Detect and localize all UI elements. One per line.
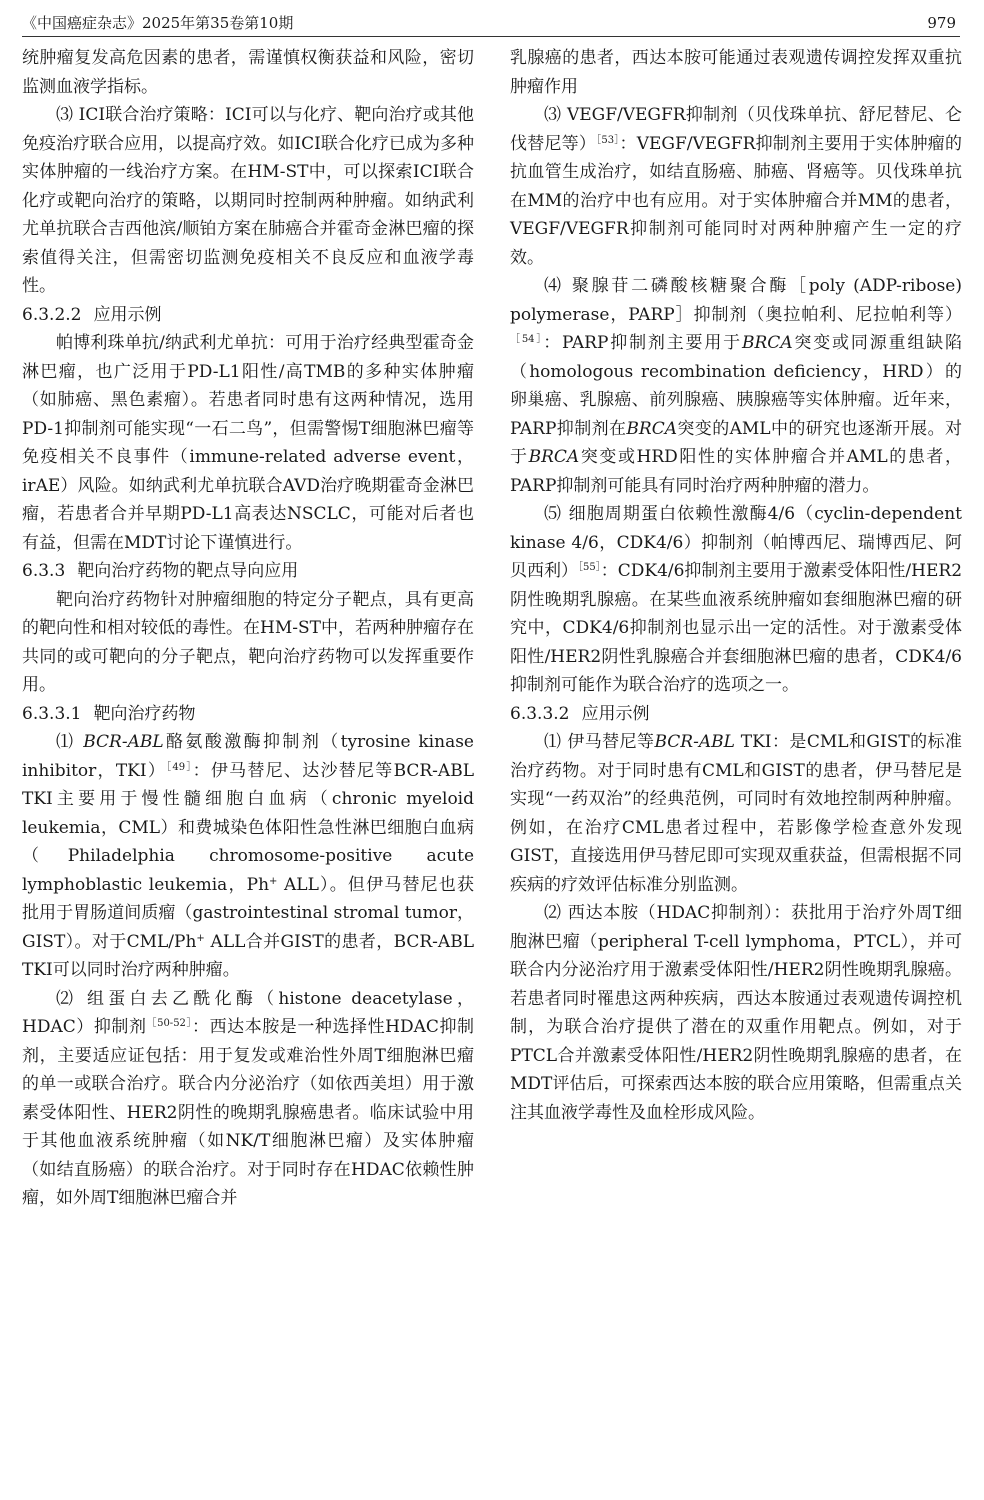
section-heading [510, 700, 962, 729]
paragraph [510, 272, 962, 500]
right-column [510, 44, 962, 1127]
section-title: 靶向治疗药物 [93, 703, 196, 724]
text-run: ⑵ 组蛋白去乙酰化酶（histone deacetylase，HDAC）抑制剂 [22, 988, 474, 1037]
text-run: 突变或同源重组缺陷（homologous recombination deficiency，HRD）的卵巢癌、乳腺癌、前列腺癌、胰腺癌等实体肿瘤。近年来，PARP抑制剂在 [510, 333, 962, 439]
text-run: ：CDK4/6抑制剂主要用于激素受体阳性/HER2阴性晚期乳腺癌。在某些血液系统肿瘤如套细胞淋巴瘤的研究中，CDK4/6抑制剂也显示出一定的活性。对于激素受体阳性/HER2阴性乳腺癌合并套细胞淋巴瘤的患者，CDK4/6抑制剂可能作为联合治疗的选项之一。 [510, 561, 963, 695]
citation: ［49］ [166, 761, 193, 773]
section-title: 靶向治疗药物的靶点导向应用 [77, 561, 299, 581]
text-run: ：伊马替尼、达沙替尼等BCR-ABL TKI主要用于慢性髓细胞白血病（chronic myeloid leukemia，CML）和费城染色体阳性急性淋巴细胞白血病（Philadelphia chromosome-positive acute lymphoblastic leukemia，Ph [22, 760, 474, 895]
text-run: ：PARP抑制剂主要用于 [543, 333, 743, 353]
journal-title: 《中国癌症杂志》2025年第35卷第10期 [22, 14, 294, 32]
section-heading [22, 557, 474, 586]
paragraph: ⑵ 西达本胺（HDAC抑制剂）：获批用于治疗外周T细胞淋巴瘤（peripheral T-cell lymphoma，PTCL），并可联合内分泌治疗用于激素受体阳性/HER2阴性晚期乳腺癌。若患者同时罹患这两种疾病，西达本胺通过表观遗传调控机制，为联合治疗提供了潜在的双重作用靶点。例如，对于PTCL合并激素受体阳性/HER2阴性晚期乳腺癌的患者，在MDT评估后，可探索西达本胺的联合应用策略，但需重点关注其血液学毒性及血栓形成风险。 [510, 903, 962, 1123]
paragraph: ⑶ ICI联合治疗策略：ICI可以与化疗、靶向治疗或其他免疫治疗联合应用，以提高疗效。如ICI联合化疗已成为多种实体肿瘤的一线治疗方案。在HM-ST中，可以探索ICI联合化疗或靶向治疗的策略，以期同时控制两种肿瘤。如纳武利尤单抗联合吉西他滨/顺铂方案在肺癌合并霍奇金淋巴瘤的探索值得关注，但需密切监测免疫相关不良反应和血液学毒性。 [22, 105, 474, 296]
text-run: TKI：是CML和GIST的标准治疗药物。对于同时患有CML和GIST的患者，伊马替尼是实现“一药双治”的经典范例，可同时有效地控制两种肿瘤。例如，在治疗CML患者过程中，若影像学检查意外发现GIST，直接选用伊马替尼即可实现双重获益，但需根据不同疾病的疗效评估标准分别监测。 [510, 732, 962, 895]
text-run: ⑶ VEGF/VEGFR抑制剂（贝伐珠单抗、舒尼替尼、仑伐替尼等） [510, 105, 962, 154]
text-run: ⑴ 伊马替尼等 [544, 732, 655, 752]
gene-name: BCR-ABL [654, 732, 735, 752]
superscript: + [269, 875, 278, 887]
citation: ［53］ [596, 134, 620, 146]
section-number: 6.3.3.1 [22, 703, 82, 724]
page-number: 979 [927, 14, 956, 32]
section-heading [22, 700, 474, 729]
citation: ［54］ [510, 334, 544, 345]
paragraph [510, 728, 962, 899]
text-run: 酪氨酸激酶抑制剂（tyrosine kinase inhibitor，TKI） [22, 732, 474, 781]
superscript: + [196, 932, 205, 944]
text-run: ⑸ 细胞周期蛋白依赖性激酶4/6（cyclin-dependent kinase 4/6，CDK4/6）抑制剂（帕博西尼、瑞博西尼、阿贝西利） [510, 504, 962, 581]
section-number: 6.3.3 [22, 561, 66, 581]
text-run: ：西达本胺是一种选择性HDAC抑制剂，主要适应证包括：用于复发或难治性外周T细胞淋巴瘤的单一或联合治疗。联合内分泌治疗（如依西美坦）用于激素受体阳性、HER2阴性的晚期乳腺癌患者。临床试验中用于其他血液系统肿瘤（如NK/T细胞淋巴瘤）及实体肿瘤（如结直肠癌）的联合治疗。对于同时存在HDAC依赖性肿瘤，如外周T细胞淋巴瘤合并 [22, 1017, 474, 1208]
citation: ［55］ [578, 562, 601, 573]
paragraph: 统肿瘤复发高危因素的患者，需谨慎权衡获益和风险，密切监测血液学指标。 [22, 48, 474, 97]
paragraph [510, 101, 962, 272]
citation: ［50-52］ [146, 1018, 193, 1029]
gene-name: BRCA [528, 447, 580, 467]
paragraph [22, 985, 474, 1213]
gene-name: BRCA [626, 418, 677, 439]
text-run: ：VEGF/VEGFR抑制剂主要用于实体肿瘤的抗血管生成治疗，如结直肠癌、肺癌、肾癌等。贝伐珠单抗在MM的治疗中也有应用。对于实体肿瘤合并MM的患者，VEGF/VEGFR抑制剂可能同时对两种肿瘤产生一定的疗效。 [510, 133, 963, 268]
text-run: ALL）。但伊马替尼也获批用于胃肠道间质瘤（gastrointestinal stromal tumor，GIST）。对于CML/Ph [22, 874, 474, 952]
section-title: 应用示例 [93, 304, 162, 325]
section-number: 6.3.2.2 [22, 304, 82, 325]
paragraph: 帕博利珠单抗/纳武利尤单抗：可用于治疗经典型霍奇金淋巴瘤，也广泛用于PD-L1阳性/高TMB的多种实体肿瘤（如肺癌、黑色素瘤）。若患者同时患有这两种情况，选用PD-1抑制剂可能实现“一石二鸟”，但需警惕T细胞淋巴瘤等免疫相关不良事件（immune-related adverse event，irAE）风险。如纳武利尤单抗联合AVD治疗晚期霍奇金淋巴瘤，若患者合并早期PD-L1高表达NSCLC，可能对后者也有益，但需在MDT讨论下谨慎进行。 [22, 333, 474, 553]
gene-name: BCR-ABL [83, 732, 164, 752]
text-run: ⑴ [56, 732, 84, 752]
paragraph: 乳腺癌的患者，西达本胺可能通过表观遗传调控发挥双重抗肿瘤作用 [510, 48, 962, 97]
paragraph [510, 500, 962, 700]
section-number: 6.3.3.2 [510, 703, 570, 724]
text-run: 突变或HRD阳性的实体肿瘤合并AML的患者，PARP抑制剂可能具有同时治疗两种肿瘤的潜力。 [510, 447, 962, 496]
text-run: 突变的AML中的研究也逐渐开展。对于 [510, 418, 962, 467]
left-column [22, 44, 474, 1213]
gene-name: BRCA [742, 333, 793, 353]
paragraph: 靶向治疗药物针对肿瘤细胞的特定分子靶点，具有更高的靶向性和相对较低的毒性。在HM-ST中，若两种肿瘤存在共同的或可靶向的分子靶点，靶向治疗药物可以发挥重要作用。 [22, 589, 474, 695]
text-run: ⑷ 聚腺苷二磷酸核糖聚合酶［poly (ADP-ribose) polymerase，PARP］抑制剂（奥拉帕利、尼拉帕利等） [510, 276, 962, 325]
text-run: ALL合并GIST的患者，BCR-ABL TKI可以同时治疗两种肿瘤。 [22, 931, 474, 980]
section-heading [22, 301, 474, 330]
section-title: 应用示例 [581, 703, 650, 724]
paragraph [22, 728, 474, 985]
running-header [22, 10, 960, 37]
